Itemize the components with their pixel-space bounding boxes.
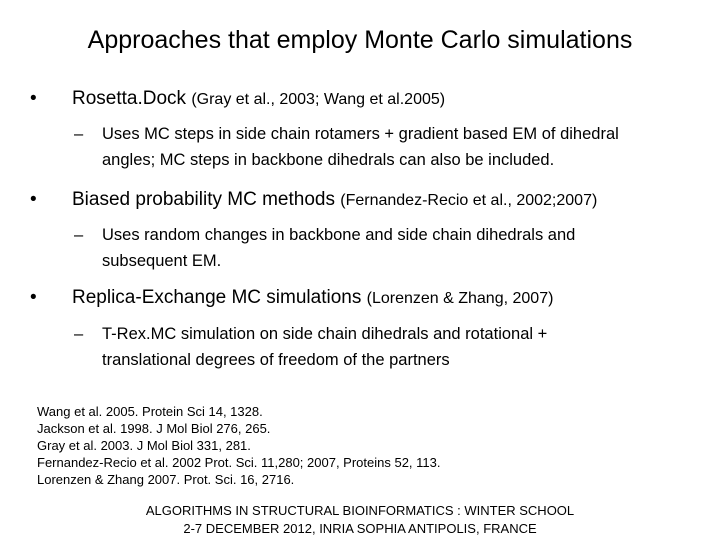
bullet-icon: •	[30, 287, 37, 308]
footer	[0, 502, 720, 538]
bullet-icon: •	[30, 88, 37, 109]
reference-item: Gray et al. 2003. J Mol Biol 331, 281.	[37, 438, 251, 453]
bullet-icon: •	[30, 189, 37, 210]
bullet-label: Replica-Exchange MC simulations	[72, 287, 362, 308]
bullet-citation: (Gray et al., 2003; Wang et al.2005)	[191, 91, 446, 108]
dash-icon: –	[74, 325, 84, 343]
sub-bullet-line: T-Rex.MC simulation on side chain dihedrals and rotational +	[102, 325, 548, 343]
bullet-citation: (Lorenzen & Zhang, 2007)	[366, 290, 554, 307]
bullet-text	[72, 286, 553, 311]
sub-bullet-line: translational degrees of freedom of the partners	[102, 351, 450, 369]
reference-item: Lorenzen & Zhang 2007. Prot. Sci. 16, 2716.	[37, 472, 295, 487]
bullet-text	[72, 87, 445, 112]
bullet-label: Biased probability MC methods	[72, 189, 335, 210]
bullet-label: Rosetta.Dock	[72, 88, 187, 109]
sub-bullet-line: angles; MC steps in backbone dihedrals can also be included.	[102, 151, 555, 169]
bullet-text	[72, 188, 597, 213]
bullet-citation: (Fernandez-Recio et al., 2002;2007)	[340, 192, 598, 209]
reference-item: Fernandez-Recio et al. 2002 Prot. Sci. 11,280; 2007, Proteins 52, 113.	[37, 455, 441, 470]
footer-line: ALGORITHMS IN STRUCTURAL BIOINFORMATICS : WINTER SCHOOL	[145, 503, 575, 518]
dash-icon: –	[74, 125, 84, 143]
references	[37, 403, 441, 488]
dash-icon: –	[74, 226, 84, 244]
slide-title: Approaches that employ Monte Carlo simulations	[87, 26, 633, 54]
reference-item: Jackson et al. 1998. J Mol Biol 276, 265.	[37, 421, 271, 436]
sub-bullet-line: subsequent EM.	[102, 252, 222, 270]
sub-bullet-line: Uses random changes in backbone and side chain dihedrals and	[102, 226, 576, 244]
sub-bullet-line: Uses MC steps in side chain rotamers + gradient based EM of dihedral	[102, 125, 619, 143]
footer-line: 2-7 DECEMBER 2012, INRIA SOPHIA ANTIPOLIS, FRANCE	[183, 521, 537, 536]
reference-item: Wang et al. 2005. Protein Sci 14, 1328.	[37, 404, 263, 419]
